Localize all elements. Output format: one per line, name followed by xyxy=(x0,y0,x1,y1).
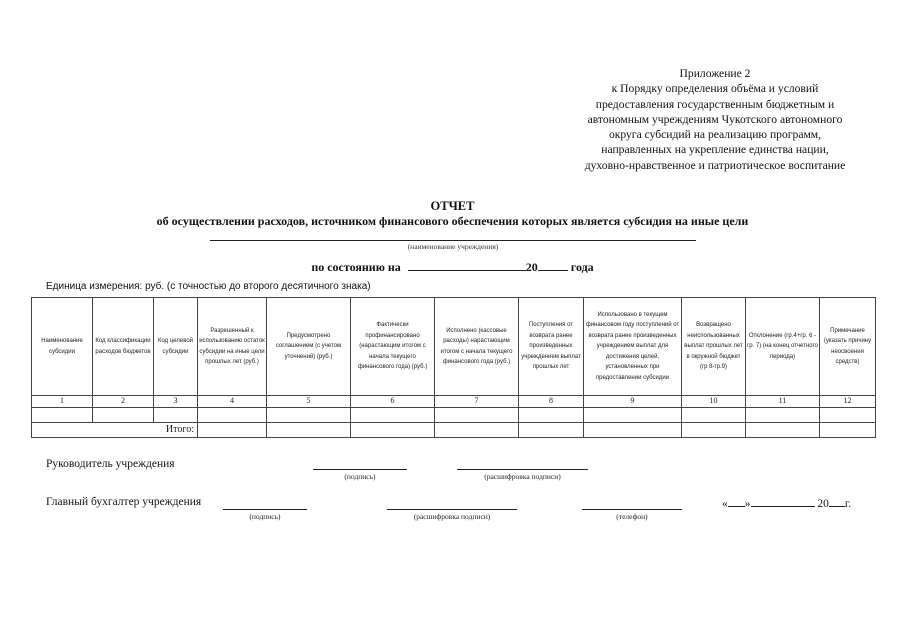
appendix-line: округа субсидий на реализацию программ, xyxy=(608,128,822,142)
head-decode-line[interactable] xyxy=(457,469,588,470)
table-cell[interactable] xyxy=(519,408,584,423)
column-number: 6 xyxy=(351,396,435,408)
column-header: Код целевой субсидии xyxy=(154,298,198,396)
table-cell[interactable] xyxy=(351,408,435,423)
column-number: 11 xyxy=(746,396,820,408)
total-cell[interactable] xyxy=(267,423,351,438)
total-cell[interactable] xyxy=(198,423,267,438)
as-of-year-field[interactable] xyxy=(538,259,568,271)
as-of-year: 20 xyxy=(525,260,538,274)
column-header: Предусмотрено соглашением (с учетом уточнений) (руб.) xyxy=(267,298,351,396)
table-cell[interactable] xyxy=(584,408,682,423)
table-header-row xyxy=(32,298,876,396)
table-cell[interactable] xyxy=(435,408,519,423)
table-cell[interactable] xyxy=(198,408,267,423)
table-cell[interactable] xyxy=(682,408,746,423)
total-cell[interactable] xyxy=(682,423,746,438)
total-cell[interactable] xyxy=(820,423,876,438)
column-number: 2 xyxy=(93,396,154,408)
total-label: Итого: xyxy=(32,423,198,438)
phone-caption: (телефон) xyxy=(616,512,648,521)
column-number: 3 xyxy=(154,396,198,408)
date-quote-open: « xyxy=(722,498,728,510)
appendix-line: предоставления государственным бюджетным и xyxy=(595,97,835,111)
accountant-decode-caption: (расшифровка подписи) xyxy=(413,512,491,521)
column-number: 8 xyxy=(519,396,584,408)
column-header: Разрешенный к использованию остаток субсидии на иные цели прошлых лет (руб.) xyxy=(198,298,267,396)
column-header: Примечание (указать причину неосвоения средств) xyxy=(820,298,876,396)
column-header: Исполнено (кассовые расходы) нарастающим итогом с начала текущего финансового года (руб.) xyxy=(435,298,519,396)
as-of-line xyxy=(0,259,905,275)
accountant-signature-caption: (подпись) xyxy=(249,512,281,521)
date-year-prefix: 20 xyxy=(817,498,829,510)
report-title: ОТЧЕТ xyxy=(430,199,475,213)
appendix-line: автономным учреждениям Чукотского автономного xyxy=(587,112,843,126)
date-day-field[interactable] xyxy=(728,496,745,507)
as-of-date-field[interactable] xyxy=(408,259,526,271)
table-row xyxy=(32,408,876,423)
column-number: 10 xyxy=(682,396,746,408)
total-row xyxy=(32,423,876,438)
column-number: 9 xyxy=(584,396,682,408)
as-of-suffix: года xyxy=(570,260,594,274)
column-header: Использовано в текущем финансовом году поступлений от возврата ранее произведенных учреждением выплат для достижения целей, установленных при предоставлении субсидии xyxy=(584,298,682,396)
column-header: Отклонение (гр.4+гр. 6 - гр. 7) (на конец отчетного периода) xyxy=(746,298,820,396)
date-suffix: г. xyxy=(844,498,852,510)
appendix-line: направленных на укрепление единства нации, xyxy=(601,143,829,157)
report-subtitle: об осуществлении расходов, источником финансового обеспечения которых является субсидия на иные цели xyxy=(156,214,749,228)
table-cell[interactable] xyxy=(820,408,876,423)
column-header: Наименование субсидии xyxy=(32,298,93,396)
accountant-decode-line[interactable] xyxy=(387,509,517,510)
institution-caption: (наименование учреждения) xyxy=(407,242,499,251)
column-header: Поступления от возврата ранее произведенных учреждением выплат прошлых лет xyxy=(519,298,584,396)
accountant-signature-line[interactable] xyxy=(223,509,307,510)
date-line xyxy=(722,496,851,510)
column-number: 7 xyxy=(435,396,519,408)
appendix-line: Приложение 2 xyxy=(679,67,751,80)
table-cell[interactable] xyxy=(267,408,351,423)
column-number: 1 xyxy=(32,396,93,408)
head-signature-caption: (подпись) xyxy=(344,472,376,481)
head-label: Руководитель учреждения xyxy=(46,458,175,470)
table-cell[interactable] xyxy=(154,408,198,423)
column-header: Возвращено неиспользованных выплат прошлых лет в окружной бюджет (гр 8-гр.9) xyxy=(682,298,746,396)
total-cell[interactable] xyxy=(519,423,584,438)
appendix-line: духовно-нравственное и патриотическое воспитание xyxy=(584,158,846,172)
report-table xyxy=(31,297,876,438)
column-header: Код классификации расходов бюджетов xyxy=(93,298,154,396)
institution-line[interactable] xyxy=(210,240,696,241)
table-cell[interactable] xyxy=(746,408,820,423)
column-header: Фактически профинансировано (нарастающим итогом с начала текущего финансового года) (руб.) xyxy=(351,298,435,396)
as-of-prefix: по состоянию на xyxy=(311,260,401,274)
appendix-block xyxy=(560,66,870,173)
total-cell[interactable] xyxy=(351,423,435,438)
column-number: 5 xyxy=(267,396,351,408)
total-cell[interactable] xyxy=(584,423,682,438)
appendix-line: к Порядку определения объёма и условий xyxy=(611,82,819,96)
column-number: 4 xyxy=(198,396,267,408)
column-number-row xyxy=(32,396,876,408)
total-cell[interactable] xyxy=(746,423,820,438)
accountant-label: Главный бухгалтер учреждения xyxy=(46,496,202,508)
total-cell[interactable] xyxy=(435,423,519,438)
phone-line[interactable] xyxy=(582,509,682,510)
date-quote-close: » xyxy=(744,498,751,510)
table-cell[interactable] xyxy=(32,408,93,423)
head-decode-caption: (расшифровка подписи) xyxy=(484,472,561,481)
date-month-field[interactable] xyxy=(751,496,815,507)
units-label: Единица измерения: руб. (с точностью до второго десятичного знака) xyxy=(46,281,371,292)
table-cell[interactable] xyxy=(93,408,154,423)
head-signature-line[interactable] xyxy=(313,469,407,470)
date-year-field[interactable] xyxy=(829,496,845,507)
column-number: 12 xyxy=(820,396,876,408)
